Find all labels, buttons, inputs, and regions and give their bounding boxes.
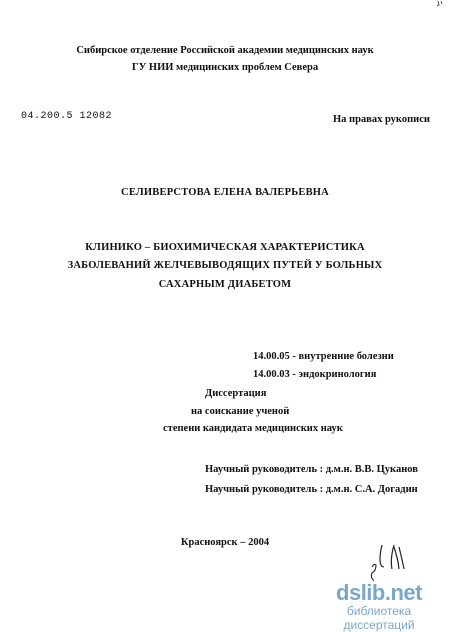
corner-mark-icon xyxy=(434,0,446,12)
specialty-1 xyxy=(253,351,394,362)
watermark-tagline: библиотека диссертаций xyxy=(343,604,415,632)
dissertation-title-line-3: САХАРНЫМ ДИАБЕТОМ xyxy=(158,279,292,290)
supervisor-2: Научный руководитель : д.м.н. С.А. Догадин xyxy=(205,484,418,495)
degree-line-2: степени кандидата медицинских наук xyxy=(163,423,343,434)
specialty-1-code: 14.00.05 xyxy=(253,351,290,362)
supervisor-1: Научный руководитель : д.м.н. В.В. Цуканов xyxy=(205,464,418,475)
watermark-site-name: dslib.net xyxy=(336,580,422,605)
document-code-stamp: 04.200.5 12082 xyxy=(21,111,113,122)
institution-line-1: Сибирское отделение Российской академии медицинских наук xyxy=(76,45,374,56)
place-and-year: Красноярск – 2004 xyxy=(180,537,270,548)
specialty-1-name: - внутренние болезни xyxy=(292,351,394,362)
dslib-watermark-logo xyxy=(312,580,446,632)
dissertation-label: Диссертация xyxy=(205,388,267,399)
institution-line-2: ГУ НИИ медицинских проблем Севера xyxy=(131,62,319,73)
specialty-2 xyxy=(253,369,376,380)
degree-line-1: на соискание ученой xyxy=(191,406,290,417)
author-name: СЕЛИВЕРСТОВА ЕЛЕНА ВАЛЕРЬЕВНА xyxy=(121,187,329,198)
manuscript-rights-label: На правах рукописи xyxy=(333,114,430,125)
specialty-2-code: 14.00.03 xyxy=(253,369,290,380)
dissertation-title-line-2: ЗАБОЛЕВАНИЙ ЖЕЛЧЕВЫВОДЯЩИХ ПУТЕЙ У БОЛЬНЫХ xyxy=(67,260,383,271)
specialty-2-name: - эндокринология xyxy=(292,369,377,380)
dissertation-title-line-1: КЛИНИКО – БИОХИМИЧЕСКАЯ ХАРАКТЕРИСТИКА xyxy=(85,242,365,253)
